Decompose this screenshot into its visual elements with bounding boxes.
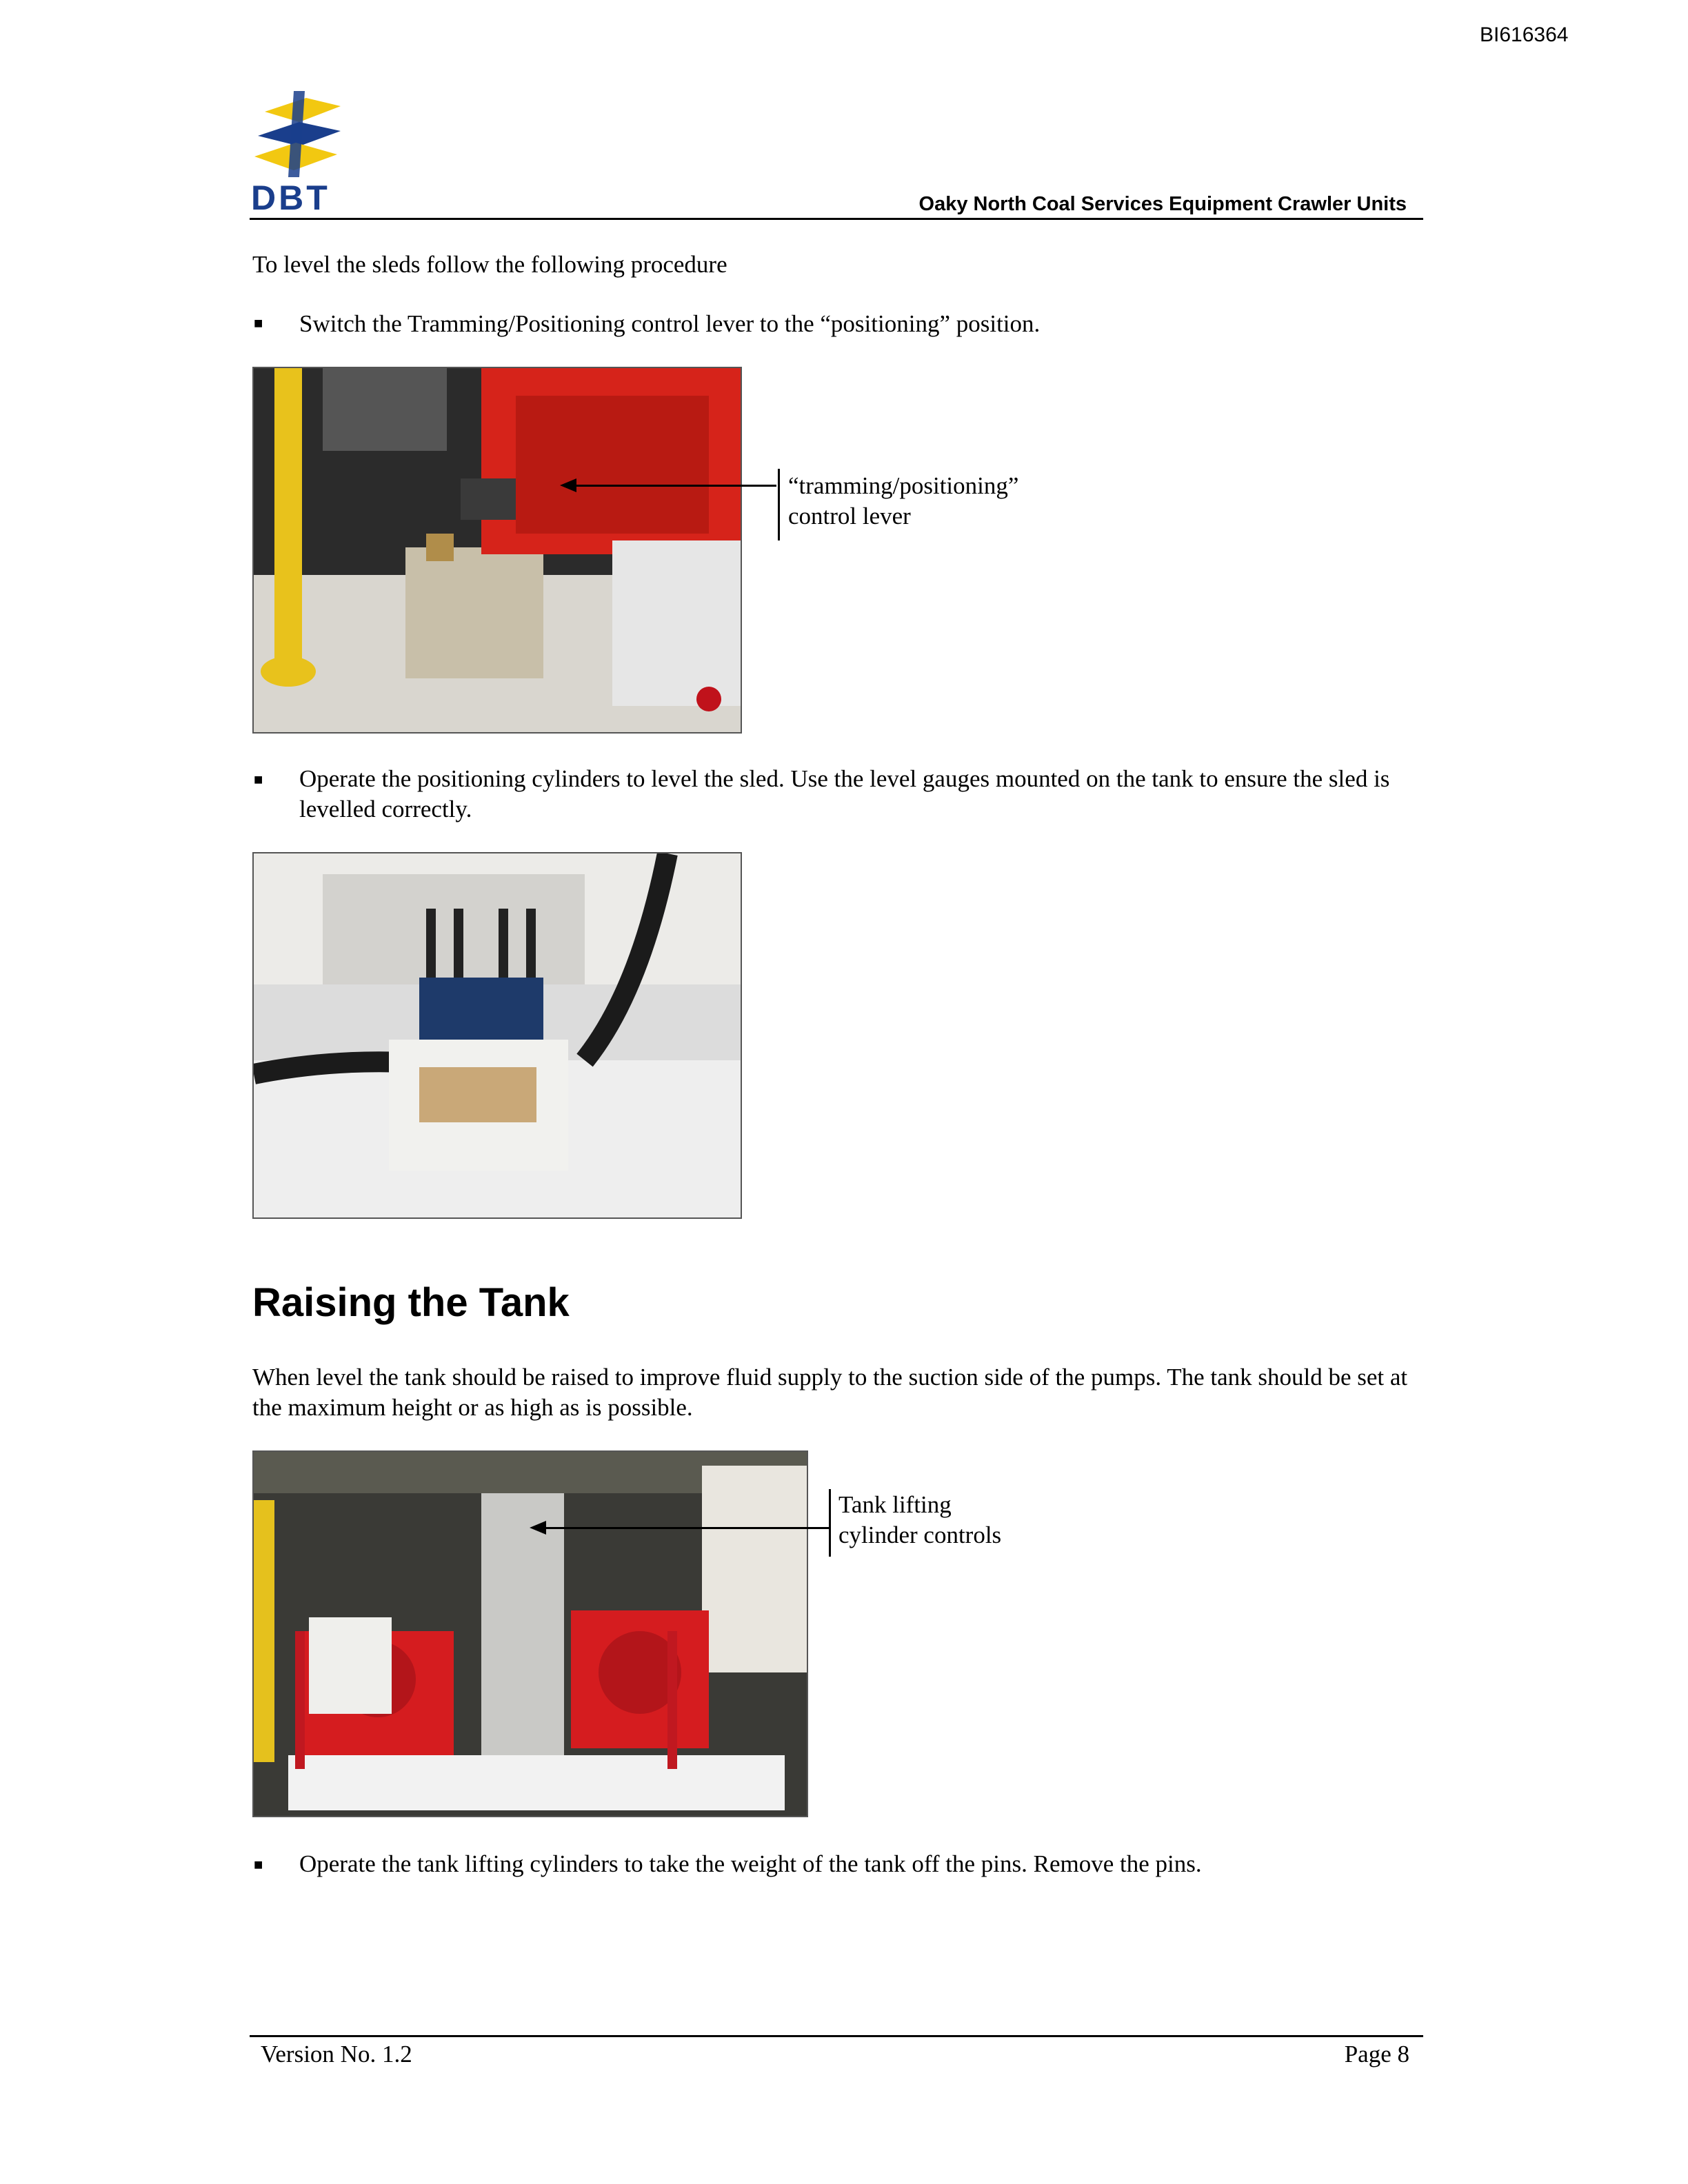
section-heading: Raising the Tank [252, 1280, 570, 1325]
photo-control-lever [252, 367, 742, 734]
photo-tank-lifting [252, 1450, 808, 1817]
photo-positioning-cylinders [252, 852, 742, 1219]
footer-version: Version No. 1.2 [261, 2041, 412, 2067]
bullet-icon: ■ [254, 1856, 263, 1873]
intro-text: To level the sleds follow the following procedure [252, 251, 727, 278]
final-step-text: Operate the tank lifting cylinders to take the weight of the tank off the pins. Remove the pins. [299, 1850, 1202, 1877]
logo-text: DBT [251, 179, 330, 217]
step-2-text: Operate the positioning cylinders to level the sled. Use the level gauges mounted on the tank to ensure the sled is levelled correctly. [299, 765, 1390, 822]
footer-divider [250, 2035, 1423, 2037]
callout-tank-line2: cylinder controls [838, 1521, 1002, 1548]
callout-arrow [572, 485, 776, 487]
section-paragraph: When level the tank should be raised to improve fluid supply to the suction side of the pumps. The tank should be set at the maximum height or as high as is possible. [252, 1364, 1408, 1421]
header-title: Oaky North Coal Services Equipment Crawler Units [918, 193, 1407, 215]
step-1-text: Switch the Tramming/Positioning control lever to the “positioning” position. [299, 310, 1041, 337]
callout-lever-line2: control lever [788, 503, 911, 529]
header-divider [250, 218, 1423, 220]
callout-bracket [829, 1489, 831, 1557]
callout-bracket [778, 469, 780, 540]
callout-lever-line1: “tramming/positioning” [788, 472, 1019, 499]
bullet-icon: ■ [254, 314, 263, 332]
footer-page-number: Page 8 [1344, 2041, 1409, 2067]
callout-arrow [542, 1527, 829, 1529]
bullet-icon: ■ [254, 771, 263, 788]
document-id: BI616364 [1480, 23, 1569, 46]
callout-tank-line1: Tank lifting [838, 1491, 952, 1518]
